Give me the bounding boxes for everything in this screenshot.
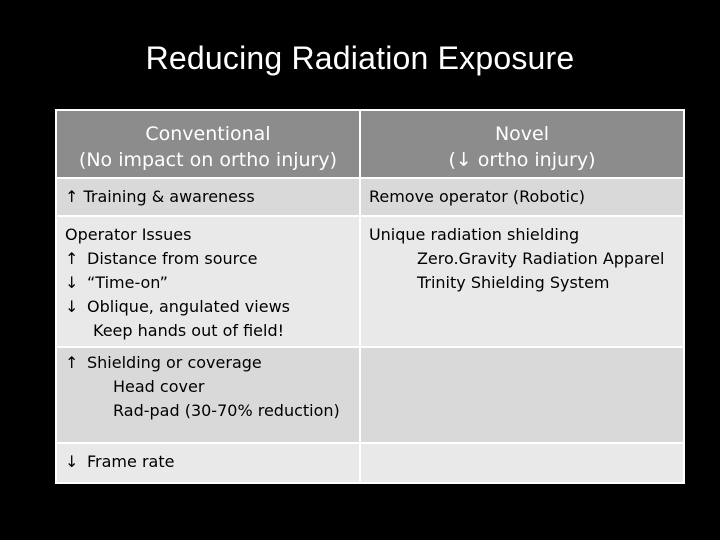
cell-remove-operator [360, 178, 684, 216]
header-conventional-title: Conventional [145, 123, 271, 145]
frame-rate-text: Frame rate [87, 452, 175, 471]
time-on-text: “Time-on” [87, 273, 168, 292]
down-arrow-icon: ↓ [65, 297, 79, 316]
cell-operator-issues [56, 216, 360, 347]
table-header-row [56, 110, 684, 178]
header-conventional-subtitle: (No impact on ortho injury) [78, 149, 338, 171]
rad-pad-text: Rad-pad (30-70% reduction) [113, 401, 340, 420]
cell-empty [360, 347, 684, 443]
header-novel-subtitle: (↓ ortho injury) [448, 149, 596, 171]
cell-empty [360, 443, 684, 483]
table-row [56, 443, 684, 483]
remove-operator-text: Remove operator (Robotic) [368, 187, 585, 206]
oblique-text: Oblique, angulated views [87, 297, 290, 316]
cell-frame-rate [56, 443, 360, 483]
table-row [56, 178, 684, 216]
table-row [56, 347, 684, 443]
header-novel-title: Novel [494, 123, 549, 145]
cell-training [56, 178, 360, 216]
distance-item [65, 247, 351, 271]
unique-shielding-heading: Unique radiation shielding [368, 225, 580, 244]
cell-unique-shielding [360, 216, 684, 347]
comparison-table [55, 109, 685, 484]
up-arrow-icon: ↑ [65, 249, 79, 268]
head-cover-text: Head cover [113, 377, 205, 396]
down-arrow-icon: ↓ [65, 273, 79, 292]
table-row [56, 216, 684, 347]
down-arrow-icon: ↓ [65, 452, 79, 471]
shielding-item [65, 351, 351, 375]
cell-shielding [56, 347, 360, 443]
header-novel [360, 110, 684, 178]
up-arrow-icon: ↑ [65, 353, 79, 372]
training-awareness-text: ↑ Training & awareness [65, 187, 255, 206]
time-on-item [65, 271, 351, 295]
trinity-text: Trinity Shielding System [416, 273, 610, 292]
distance-text: Distance from source [87, 249, 258, 268]
shielding-text: Shielding or coverage [87, 353, 262, 372]
slide-title: Reducing Radiation Exposure [145, 40, 575, 76]
frame-rate-item [65, 450, 351, 474]
header-conventional [56, 110, 360, 178]
zero-gravity-text: Zero.Gravity Radiation Apparel [416, 249, 665, 268]
operator-issues-heading: Operator Issues [65, 225, 192, 244]
oblique-item [65, 295, 351, 319]
hands-out-text: Keep hands out of field! [93, 321, 285, 340]
